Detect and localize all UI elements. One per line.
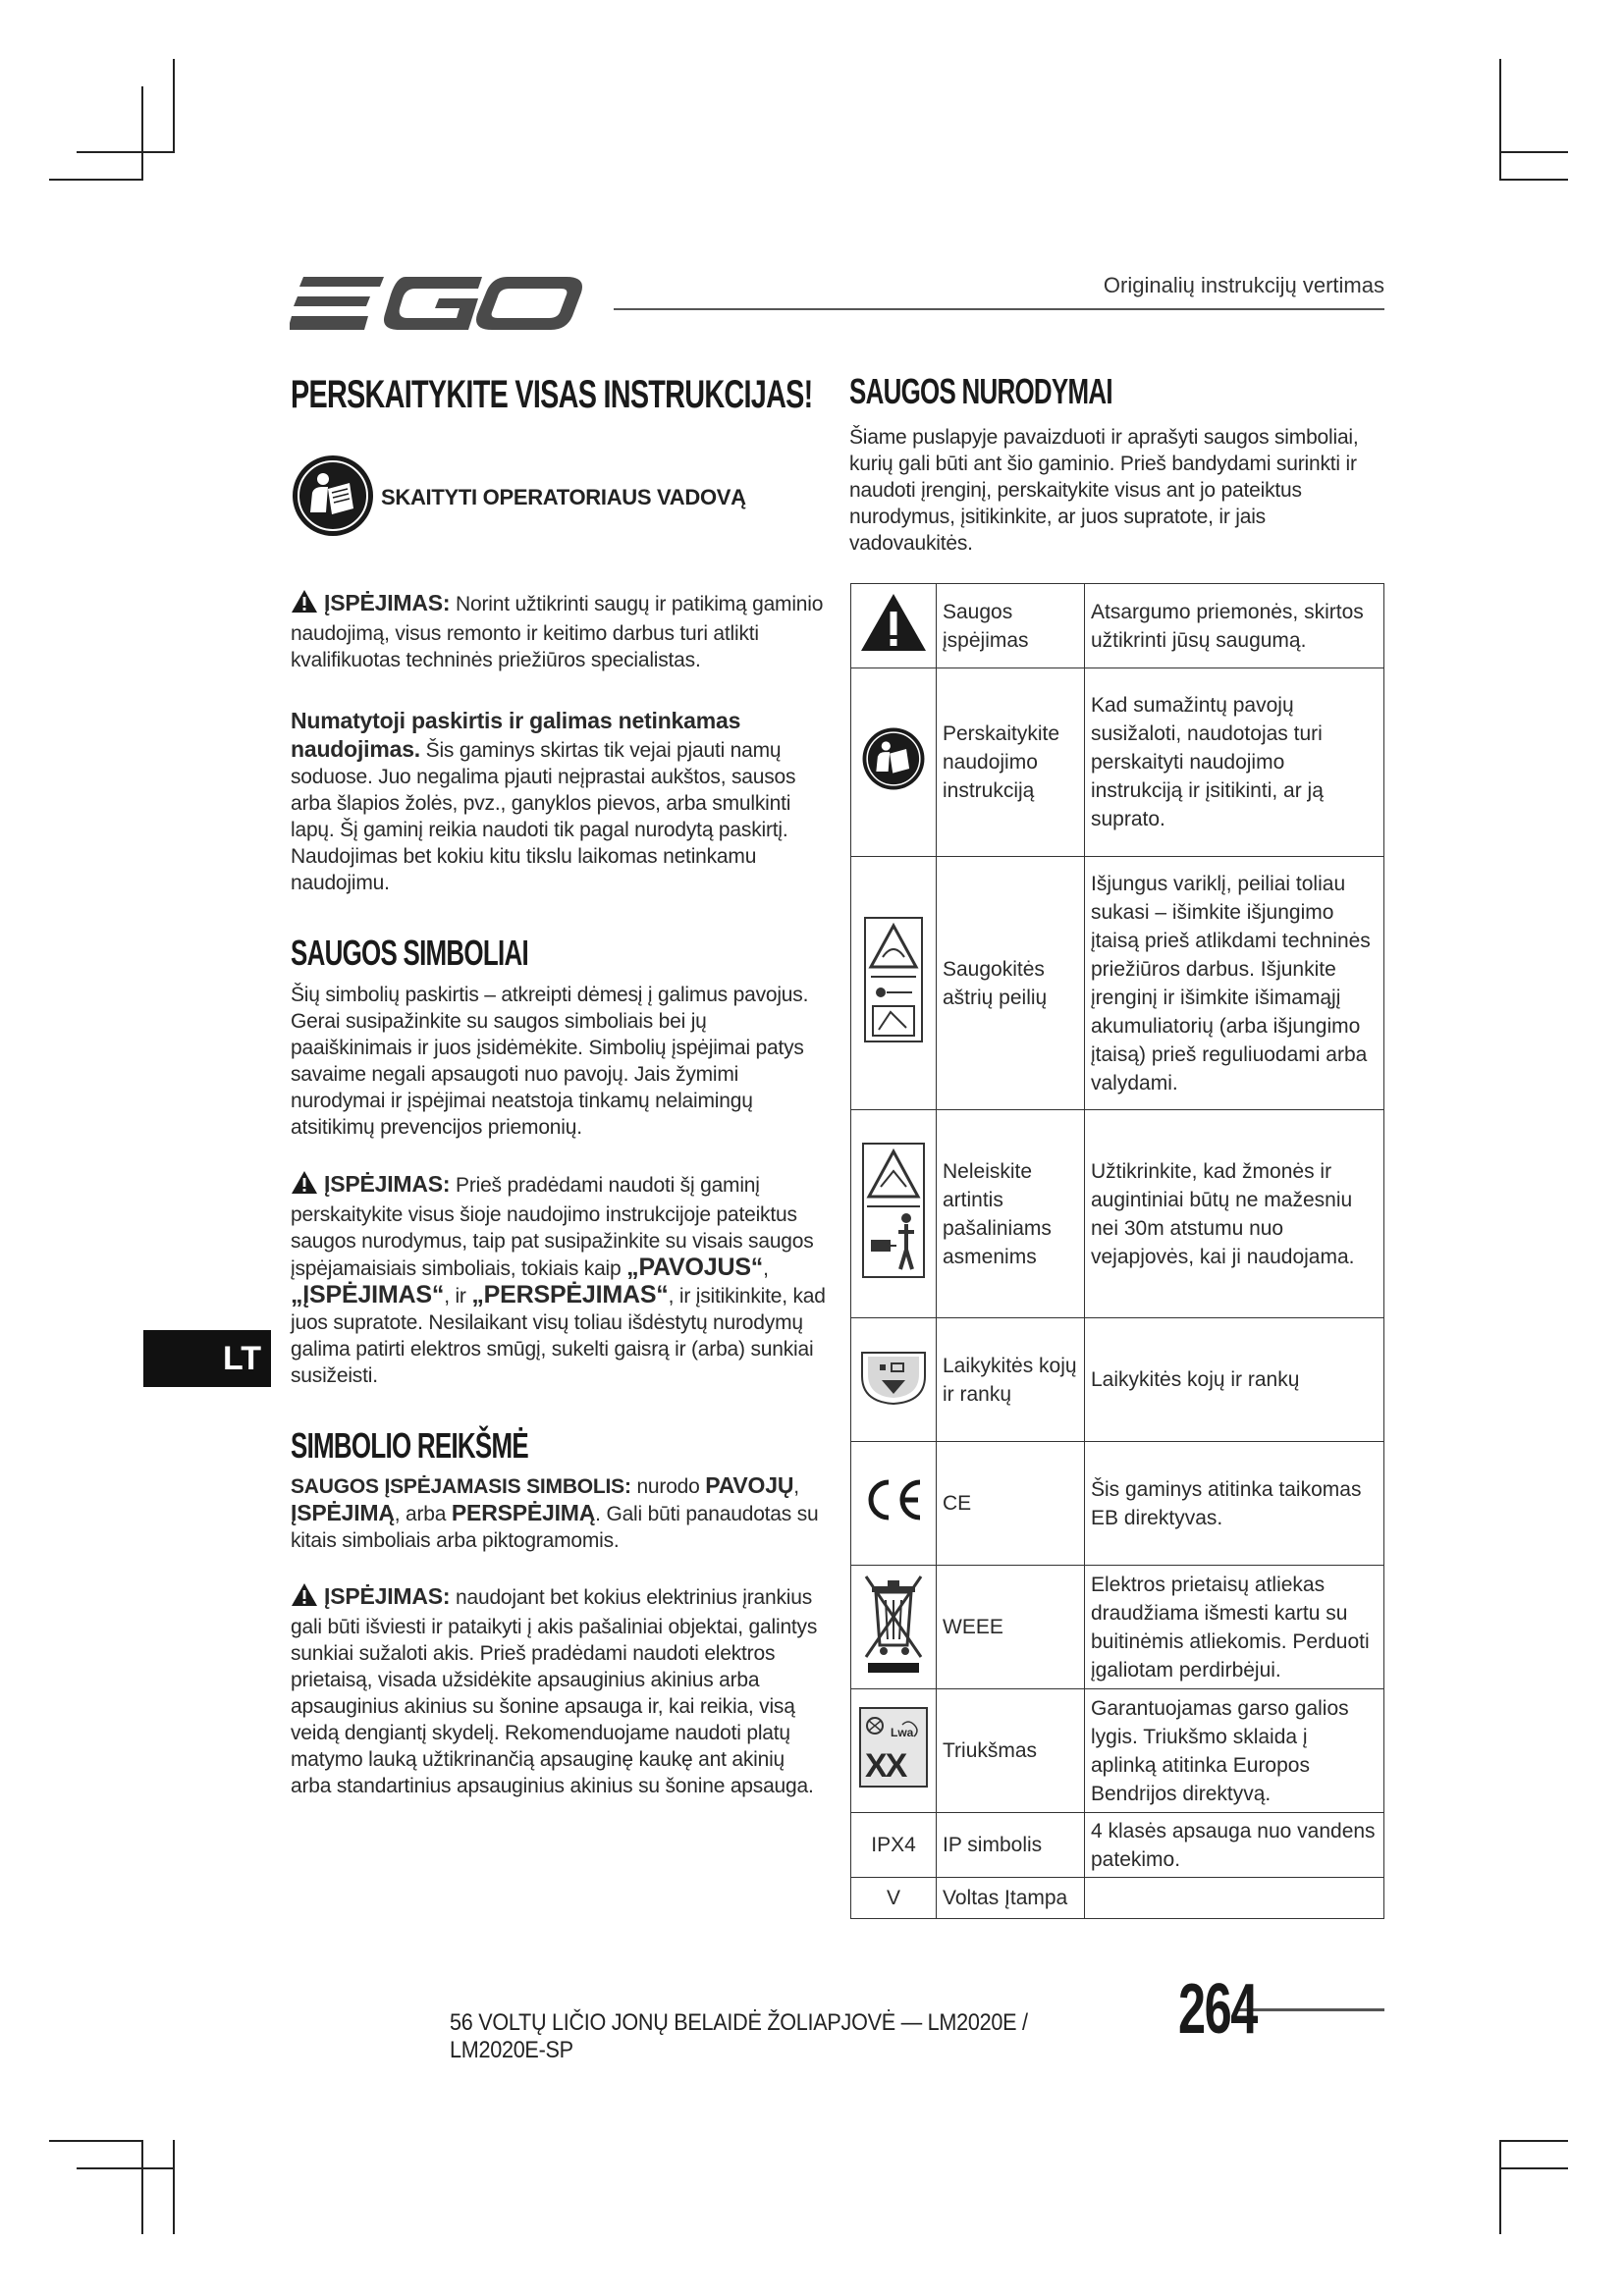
weee-bin-icon xyxy=(862,1657,925,1680)
table-row xyxy=(851,1813,1384,1878)
table-cell-name: CE xyxy=(937,1442,1085,1566)
warning-text-b: , ir įsitikinkite, kad juos supratote. Nesilaikant visų toliau išdėstytų nurodymų galima patirti elektros smūgį, sukelti gaisrą ir (arba) sunkiai susižeisti. xyxy=(291,1285,826,1387)
crop-mark xyxy=(141,86,143,181)
symbol-meaning-text-c: . Gali būti panaudotas su kitais simboliais arba piktogramomis. xyxy=(291,1503,819,1552)
table-cell-name: WEEE xyxy=(937,1566,1085,1689)
table-row xyxy=(851,1442,1384,1566)
table-row xyxy=(851,1566,1384,1689)
word-warning: ĮSPĖJIMĄ xyxy=(291,1500,395,1525)
footer-title: 56 VOLTŲ LIČIO JONŲ BELAIDĖ ŽOLIAPJOVĖ — LM2020E / LM2020E-SP xyxy=(450,2009,1028,2063)
intended-use-block xyxy=(291,707,829,896)
table-row xyxy=(851,584,1384,668)
warning-text-a: Prieš pradėdami naudoti šį gaminį perskaitykite visus šioje naudojimo instrukcijoje pateiktus saugos nurodymus, taip pat susipažinkite su visais saugos įspėjamaisiais simboliais, tokiais kaip xyxy=(291,1174,814,1280)
noise-value: XX xyxy=(865,1746,906,1785)
crop-mark xyxy=(1499,2167,1568,2169)
crop-mark xyxy=(141,2140,143,2234)
crop-mark xyxy=(77,2167,173,2169)
table-cell-name: Voltas Įtampa xyxy=(937,1878,1085,1919)
document-subtitle: Originalių instrukcijų vertimas xyxy=(1103,273,1384,297)
connector: , ir xyxy=(444,1285,466,1308)
table-row xyxy=(851,668,1384,857)
table-cell-desc: Garantuojamas garso galios lygis. Triukšmo sklaida į aplinką atitinka Europos Bendrijos direktyvą. xyxy=(1085,1689,1384,1813)
warning-block-1 xyxy=(291,589,829,673)
table-cell-icon xyxy=(851,857,937,1110)
warning-triangle-icon xyxy=(859,635,928,658)
crop-mark xyxy=(1499,2140,1501,2234)
crop-mark xyxy=(1499,179,1568,181)
warning-label: ĮSPĖJIMAS: xyxy=(324,1171,451,1197)
table-cell-icon xyxy=(851,1442,937,1566)
read-manual-label: SKAITYTI OPERATORIAUS VADOVĄ xyxy=(381,485,746,509)
noise-level-icon xyxy=(859,1707,928,1788)
table-row xyxy=(851,1878,1384,1919)
safety-instructions-title: SAUGOS NURODYMAI xyxy=(849,371,1112,411)
safety-symbols-table xyxy=(850,583,1384,1919)
crop-mark xyxy=(173,59,175,153)
crop-mark xyxy=(77,151,173,153)
intended-use-text: Šis gaminys skirtas tik vejai pjauti namų soduose. Juo negalima pjauti neįprastai aukštos, sausos arba šlapios žolės, pvz., ganyklos pievos, arba smulkinti lapų. Šį gaminį reikia naudoti tik pagal nurodytą paskirtį. Naudojimas bet kokiu kitu tikslu laikomas netinkamu naudojimu. xyxy=(291,739,796,894)
table-cell-name: Triukšmas xyxy=(937,1689,1085,1813)
read-manual-icon xyxy=(861,774,926,796)
warning-block-3 xyxy=(291,1582,829,1799)
warning-block-2: ĮSPĖJIMAS: Prieš pradėdami naudoti šį gaminį perskaitykite visus šioje naudojimo instrukcijoje pateiktus saugos nurodymus, taip pat susipažinkite su visais saugos įspėjamaisiais simboliais, tokiais kaip „PAVOJUS“, „ĮSPĖJIMAS“, ir „PERSPĖJIMAS“, ir įsitikinkite, kad juos supratote. Nesilaikant visų toliau išdėstytų nurodymų galima patirti elektros smūgį, sukelti gaisrą ir (arba) sunkiai susižeisti. xyxy=(291,1171,826,1387)
safety-symbols-title: SAUGOS SIMBOLIAI xyxy=(291,933,528,973)
language-tab: LT xyxy=(143,1330,271,1387)
table-row xyxy=(851,1318,1384,1442)
table-cell-name: IP simbolis xyxy=(937,1813,1085,1878)
symbol-meaning-text: SAUGOS ĮSPĖJAMASIS SIMBOLIS: nurodo PAVOJŲ, ĮSPĖJIMĄ, arba PERSPĖJIMĄ. Gali būti panaudotas su kitais simboliais arba piktogramomis. xyxy=(291,1472,819,1552)
bystanders-icon xyxy=(861,1261,926,1284)
table-cell-icon xyxy=(851,668,937,857)
table-cell-icon xyxy=(851,1318,937,1442)
page-number: 264 xyxy=(1178,1970,1257,2049)
ce-mark-icon xyxy=(861,1505,926,1527)
main-title: PERSKAITYKITE VISAS INSTRUKCIJAS! xyxy=(291,373,813,416)
noise-sub-label: Lwa xyxy=(891,1725,914,1739)
table-cell-desc xyxy=(1085,1878,1384,1919)
warning-triangle-icon xyxy=(291,589,318,620)
word-warning: „ĮSPĖJIMAS“ xyxy=(291,1281,445,1308)
symbol-meaning-title: SIMBOLIO REIKŠMĖ xyxy=(291,1425,528,1466)
read-manual-row xyxy=(291,452,829,540)
table-cell-name: Neleiskite artintis pašaliniams asmenims xyxy=(937,1110,1085,1318)
table-cell-icon xyxy=(851,1110,937,1318)
safety-instructions-intro: Šiame puslapyje pavaizduoti ir aprašyti saugos simboliai, kurių gali būti ant šio gaminio. Prieš bandydami surinkti ir naudoti įrenginį, perskaitykite visus ant jo pateiktus nurodymus, įsitikinkite, ar juos supratote, ir jais vadovaukitės. xyxy=(849,426,1359,555)
crop-mark xyxy=(1499,151,1568,153)
sharp-blades-icon xyxy=(863,1026,924,1048)
footer-rule xyxy=(1237,2008,1384,2011)
warning-triangle-icon xyxy=(291,1582,318,1614)
table-cell-name: Perskaitykite naudojimo instrukciją xyxy=(937,668,1085,857)
warning-triangle-icon xyxy=(291,1170,318,1201)
warning-label: ĮSPĖJIMAS: xyxy=(324,590,451,615)
crop-mark xyxy=(173,2140,175,2234)
read-manual-icon xyxy=(291,454,375,543)
table-row xyxy=(851,1689,1384,1813)
table-cell-desc: Šis gaminys atitinka taikomas EB direktyvas. xyxy=(1085,1442,1384,1566)
table-cell-name: Laikykitės kojų ir rankų xyxy=(937,1318,1085,1442)
warning-label: ĮSPĖJIMAS: xyxy=(324,1583,451,1609)
table-cell-desc: Elektros prietaisų atliekas draudžiama išmesti kartu su buitinėmis atliekomis. Perduoti įgaliotam perdirbėjui. xyxy=(1085,1566,1384,1689)
table-cell-desc: Kad sumažintų pavojų susižaloti, naudotojas turi perskaityti naudojimo instrukciją ir įsitikinti, ar ją suprato. xyxy=(1085,668,1384,857)
crop-mark xyxy=(49,179,142,181)
word-caution: PERSPĖJIMĄ xyxy=(451,1500,596,1525)
word-caution: „PERSPĖJIMAS“ xyxy=(471,1281,669,1308)
table-cell-desc: Laikykitės kojų ir rankų xyxy=(1085,1318,1384,1442)
table-cell-desc: Atsargumo priemonės, skirtos užtikrinti jūsų saugumą. xyxy=(1085,584,1384,668)
ego-logo xyxy=(290,273,584,334)
warning-text: naudojant bet kokius elektrinius įrankius gali būti išviesti ir pataikyti į akis pašaliniai objektai, galintys sunkiai sužaloti akis. Prieš pradėdami naudoti elektros prietaisą, visada užsidėkite apsauginius akinius arba apsauginius akinius su šonine apsauga ir, kai reikia, visą veidą dengiantį skydelį. Rekomenduojame naudoti platų matymo lauką užtikrinančią apsauginę kaukę ant akinių arba standartinius apsauginius akinius su šonine apsauga. xyxy=(291,1586,818,1797)
symbol-meaning-lead: SAUGOS ĮSPĖJAMASIS SIMBOLIS: xyxy=(291,1475,631,1498)
crop-mark xyxy=(1499,59,1501,181)
safety-symbols-text: Šių simbolių paskirtis – atkreipti dėmesį į galimus pavojus. Gerai susipažinkite su saugos simboliais bei jų paaiškinimais ir juos įsidėmėkite. Simbolių įspėjimai patys savaime negali apsaugoti nuo pavojų. Jais žymimi nurodymai ir įspėjimai neatstoja tinkamų nelaimingų atsitikimų prevencijos priemonių. xyxy=(291,984,809,1139)
table-cell-icon xyxy=(851,1566,937,1689)
table-cell-desc: 4 klasės apsauga nuo vandens patekimo. xyxy=(1085,1813,1384,1878)
table-row xyxy=(851,1110,1384,1318)
table-cell-icon xyxy=(851,584,937,668)
table-cell-name: Saugokitės aštrių peilių xyxy=(937,857,1085,1110)
crop-mark xyxy=(1499,2140,1568,2142)
symbol-meaning-text-b: , arba xyxy=(394,1503,447,1525)
word-danger: PAVOJŲ xyxy=(705,1472,794,1498)
table-cell-desc: Išjungus variklį, peiliai toliau sukasi – išimkite išjungimo įtaisą prieš atlikdami techninės priežiūros darbus. Išjunkite įrenginį ir išimkite išimamąjį akumuliatorių (arba išjungimo įtaisą) prieš reguliuodami arba valydami. xyxy=(1085,857,1384,1110)
table-row xyxy=(851,857,1384,1110)
word-danger: „PAVOJUS“ xyxy=(626,1254,764,1281)
symbol-meaning-text-a: nurodo xyxy=(636,1475,700,1498)
intended-use-title: Numatytoji paskirtis ir galimas netinkamas naudojimas. xyxy=(291,708,741,762)
header-rule xyxy=(614,308,1384,310)
warning-text: Norint užtikrinti saugų ir patikimą gaminio naudojimą, visus remonto ir keitimo darbus turi atlikti kvalifikuotas techninės priežiūros specialistas. xyxy=(291,593,824,671)
table-cell-name: Saugos įspėjimas xyxy=(937,584,1085,668)
hands-feet-icon xyxy=(858,1388,929,1411)
table-cell-icon-text: IPX4 xyxy=(851,1813,937,1878)
crop-mark xyxy=(49,2140,142,2142)
table-cell-desc: Užtikrinkite, kad žmonės ir augintiniai būtų ne mažesniu nei 30m atstumu nuo vejapjovės, kai ji naudojama. xyxy=(1085,1110,1384,1318)
table-cell-icon-text: V xyxy=(851,1878,937,1919)
table-cell-icon xyxy=(851,1689,937,1813)
